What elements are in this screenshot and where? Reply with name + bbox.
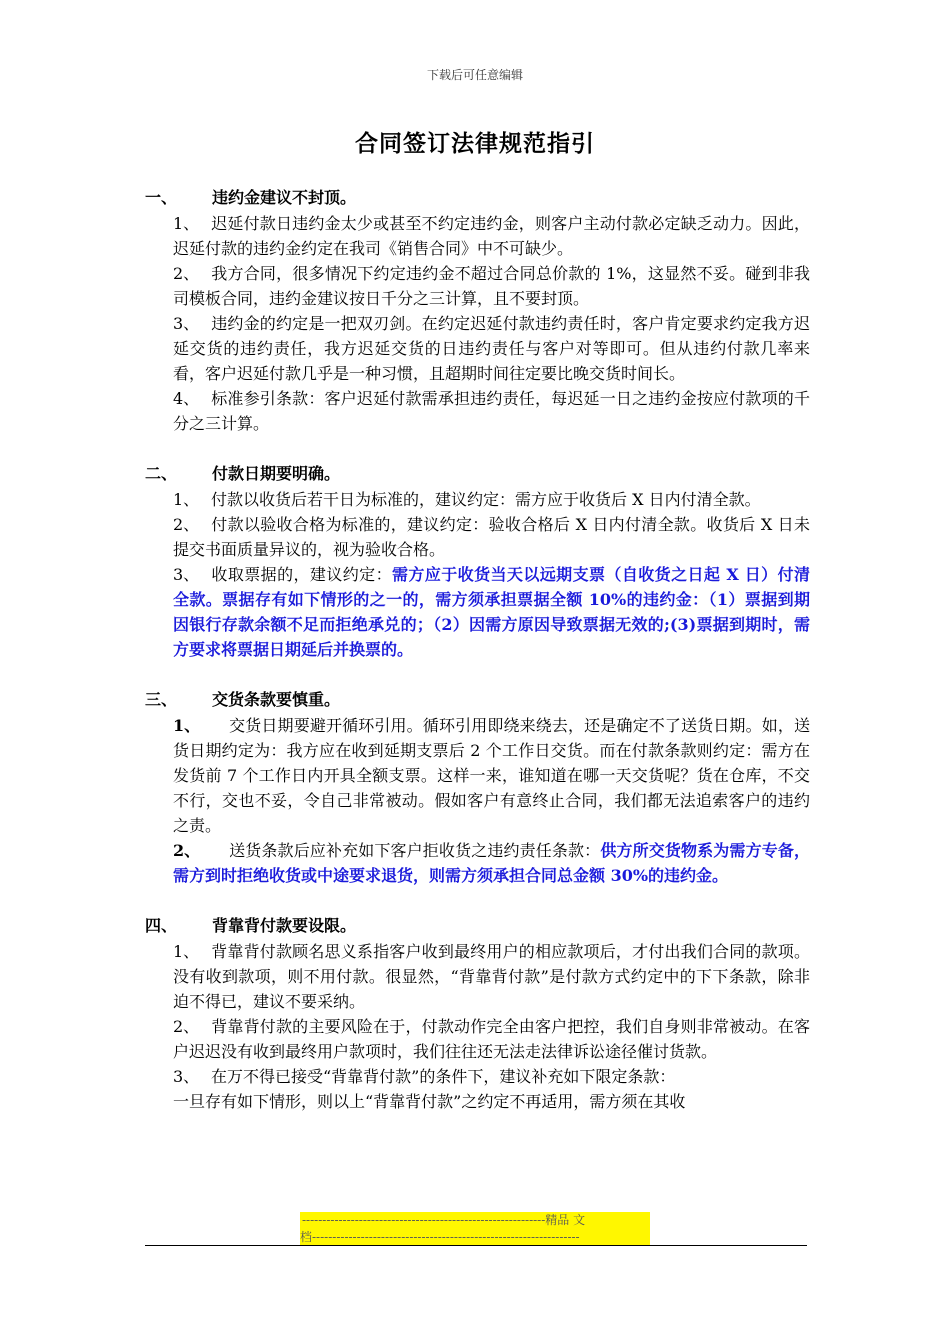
clause-number: 1、: [173, 942, 200, 961]
footer-line-2: 档------------------------------------------------------------------: [300, 1230, 580, 1244]
clause: [145, 512, 810, 562]
clause-text: 我方合同，很多情况下约定违约金不超过合同总价款的 1%，这显然不妥。碰到非我司模板合同，违约金建议按日千分之三计算，且不要封顶。: [173, 264, 810, 308]
section-number: 三、: [145, 690, 178, 709]
clause-number: 1、: [173, 716, 201, 735]
footer-watermark: [300, 1212, 650, 1246]
clause: [145, 939, 810, 1014]
clause-text: 送货条款后应补充如下客户拒收货之违约责任条款：: [229, 841, 601, 860]
section-title: 交货条款要慎重。: [212, 690, 341, 709]
section-4: [145, 913, 810, 1114]
clause: [145, 211, 810, 261]
clause-number: 1、: [173, 490, 200, 509]
clause-number: 2、: [173, 515, 200, 534]
section-number: 二、: [145, 464, 178, 483]
section-1: [145, 185, 810, 436]
clause-highlight: 供方所交货物系为需方专备，需方到时拒绝收货或中途要求退货，则需方须承担合同总金额 30%的违约金。: [173, 841, 810, 885]
clause-number: 2、: [173, 1017, 200, 1036]
clause-text: 在万不得已接受“背靠背付款”的条件下，建议补充如下限定条款：: [211, 1067, 676, 1086]
clause-text: 背靠背付款顾名思义系指客户收到最终用户的相应款项后，才付出我们合同的款项。没有收到款项，则不用付款。很显然，“背靠背付款”是付款方式约定中的下下条款，除非迫不得已，建议不要采纳。: [173, 942, 810, 1011]
section-title: 违约金建议不封顶。: [212, 188, 357, 207]
document-body: [145, 185, 810, 1139]
clause: [145, 713, 810, 838]
clause-text: 标准参引条款：客户迟延付款需承担违约责任，每迟延一日之违约金按应付款项的千分之三计算。: [173, 389, 810, 433]
clause-text: 付款以验收合格为标准的，建议约定：验收合格后 X 日内付清全款。收货后 X 日未提交书面质量异议的，视为验收合格。: [173, 515, 810, 559]
clause: [145, 1064, 810, 1114]
clause-number: 2、: [173, 264, 200, 283]
footer-line-1: ------------------------------------------------------------精品 文: [302, 1213, 586, 1227]
clause-number: 3、: [173, 314, 200, 333]
header-note: 下载后可任意编辑: [426, 68, 523, 82]
document-title: 合同签订法律规范指引: [355, 130, 595, 157]
clause-number: 4、: [173, 389, 200, 408]
section-number: 四、: [145, 916, 178, 935]
section-heading: [145, 913, 810, 939]
clause: [145, 1014, 810, 1064]
clause: [145, 386, 810, 436]
section-heading: [145, 687, 810, 713]
section-title: 付款日期要明确。: [212, 464, 341, 483]
clause-number: 3、: [173, 565, 200, 584]
clause-number: 3、: [173, 1067, 200, 1086]
section-2: [145, 461, 810, 662]
clause-text: 收取票据的，建议约定：: [211, 565, 393, 584]
clause-highlight: 需方应于收货当天以远期支票（自收货之日起 X 日）付清全款。票据存有如下情形的之一的，需方须承担票据全额 10%的违约金：（1）票据到期因银行存款余额不足而拒绝承兑的；（2）因需方原因导致票据无效的;(3)票据到期时，需方要求将票据日期延后并换票的。: [173, 565, 810, 659]
clause: [145, 261, 810, 311]
clause: [145, 562, 810, 662]
clause: [145, 311, 810, 386]
clause-text: 交货日期要避开循环引用。循环引用即绕来绕去，还是确定不了送货日期。如，送货日期约定为：我方应在收到延期支票后 2 个工作日交货。而在付款条款则约定：需方在发货前 7 个工作日内开具全额支票。这样一来，谁知道在哪一天交货呢？货在仓库，不交不行，交也不妥，令自己非常被动。假如客户有意终止合同，我们都无法追索客户的违约之责。: [173, 716, 810, 835]
section-heading: [145, 461, 810, 487]
section-heading: [145, 185, 810, 211]
clause-text: 付款以收货后若干日为标准的，建议约定：需方应于收货后 X 日内付清全款。: [211, 490, 761, 509]
clause-number: 1、: [173, 214, 200, 233]
clause: [145, 487, 810, 512]
clause-text: 迟延付款日违约金太少或甚至不约定违约金，则客户主动付款必定缺乏动力。因此，迟延付款的违约金约定在我司《销售合同》中不可缺少。: [173, 214, 810, 258]
clause-continuation: 一旦存有如下情形，则以上“背靠背付款”之约定不再适用，需方须在其收: [173, 1092, 686, 1111]
section-3: [145, 687, 810, 888]
clause: [145, 838, 810, 888]
section-title: 背靠背付款要设限。: [212, 916, 357, 935]
clause-text: 违约金的约定是一把双刃剑。在约定迟延付款违约责任时，客户肯定要求约定我方迟延交货的违约责任，我方迟延交货的日违约责任与客户对等即可。但从违约付款几率来看，客户迟延付款几乎是一种习惯，且超期时间往定要比晚交货时间长。: [173, 314, 810, 383]
clause-number: 2、: [173, 841, 201, 860]
section-number: 一、: [145, 188, 178, 207]
footer-divider: [145, 1245, 807, 1246]
clause-text: 背靠背付款的主要风险在于，付款动作完全由客户把控，我们自身则非常被动。在客户迟迟没有收到最终用户款项时，我们往往还无法走法律诉讼途径催讨货款。: [173, 1017, 810, 1061]
